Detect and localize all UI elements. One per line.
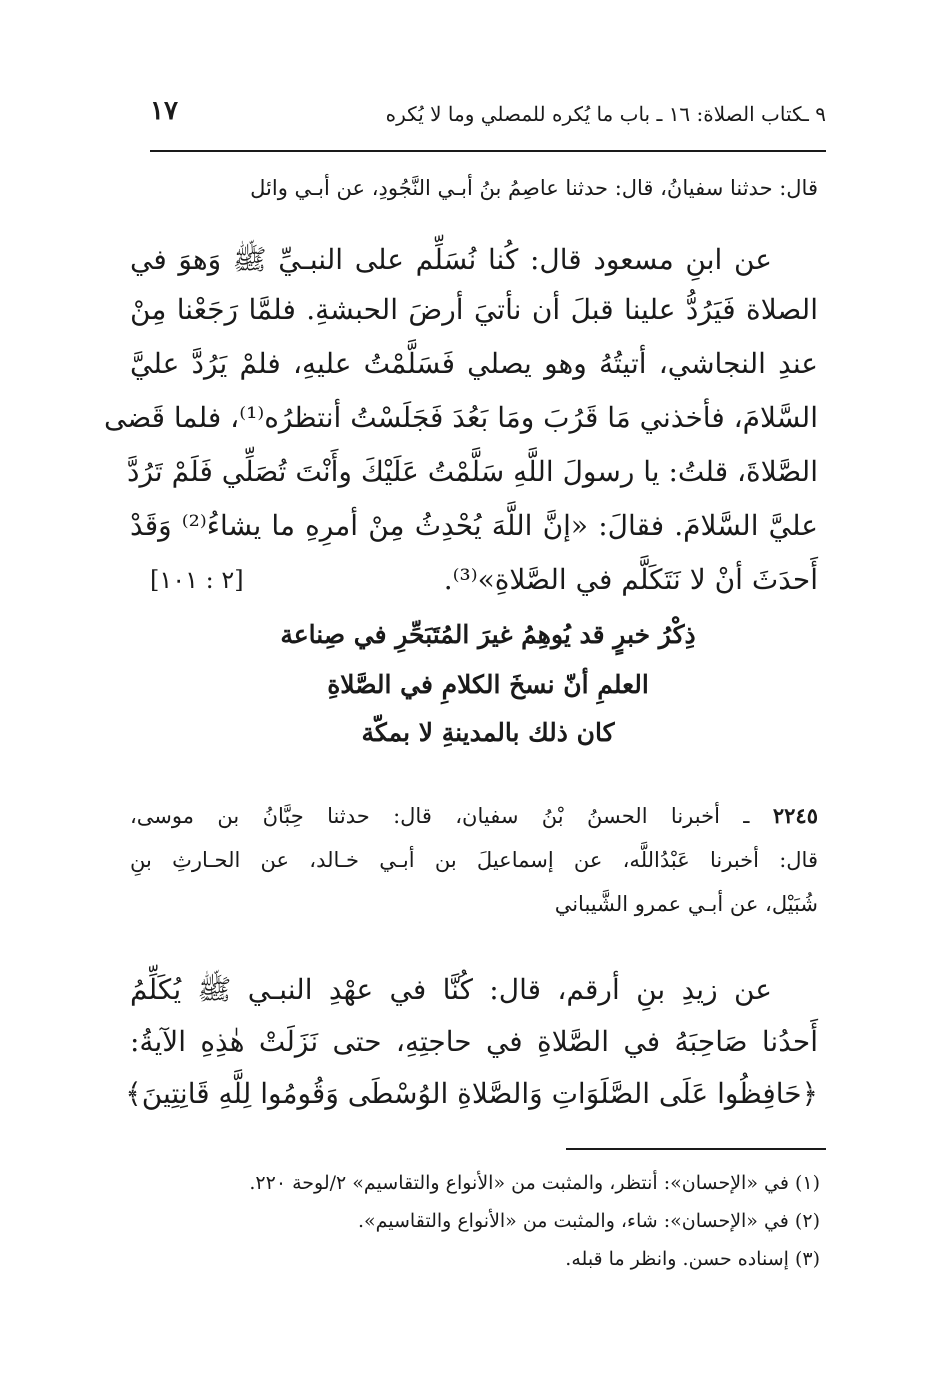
matn-line: أَحدُنا صَاحِبَهُ في الصَّلاةِ في حاجتِهِ، حتى نَزَلَتْ هٰذِهِ الآيةُ:	[130, 1025, 818, 1058]
footnote: (١) في «الإحسان»: أنتظر، والمثبت من «الأنواع والتقاسيم» ٢/لوحة ٢٢٠.	[249, 1172, 820, 1194]
isnad-line	[130, 800, 818, 832]
footnote: (٢) في «الإحسان»: شاء، والمثبت من «الأنواع والتقاسيم».	[357, 1210, 820, 1232]
matn-line: عن زيدِ بنِ أرقم، قال: كُنَّا في عهْدِ النبـي ﷺ يُكَلِّمُ	[130, 973, 772, 1006]
isnad-line: شُبَيْل، عن أبـي عمرو الشَّيباني	[554, 892, 818, 916]
running-title: ٩ ـكتاب الصلاة: ١٦ ـ باب ما يُكره للمصلي وما لا يُكره	[385, 102, 826, 126]
matn-line: عليَّ السَّلامَ. فقالَ: «إنَّ اللَّهَ يُحْدِثُ مِنْ أمرِهِ ما يشاءُ⁽²⁾ وَقَدْ	[130, 509, 818, 542]
section-heading-line: ذِكْرُ خبرٍ قد يُوهِمُ غيرَ المُتَبَحِّرِ في صِناعة	[280, 620, 696, 649]
matn-line: عن ابنِ مسعود قال: كُنا نُسَلِّم على النبـيِّ ﷺ وَهوَ في	[130, 243, 772, 276]
matn-line: الصلاة فَيَرُدُّ علينا قبلَ أن نأتيَ أرضَ الحبشةِ. فلمَّا رَجَعْنا مِنْ	[130, 293, 818, 326]
footnote: (٣) إسناده حسن. وانظر ما قبله.	[565, 1248, 820, 1270]
footnote-divider	[566, 1148, 826, 1150]
matn-line: السَّلامَ، فأخذني مَا قَرُبَ ومَا بَعُدَ فَجَلَسْتُ أنتظرُه⁽¹⁾، فلما قَضى	[103, 401, 818, 434]
page-number: ١٧	[150, 96, 178, 126]
quran-verse-line: ﴿حَافِظُوا عَلَى الصَّلَوَاتِ وَالصَّلاةِ الوُسْطَى وَقُومُوا لِلَّهِ قَانِتِينَ﴾	[125, 1077, 818, 1110]
matn-line: الصَّلاةَ، قلتُ: يا رسولَ اللَّهِ سَلَّمْتُ عَلَيْكَ وأَنْتَ تُصَلِّي فَلَمْ تَرُدَّ	[126, 455, 818, 488]
section-heading-line: العلمِ أنّ نسخَ الكلامِ في الصَّلاةِ	[327, 670, 649, 699]
matn-line: أَحدَثَ أنْ لا نَتَكَلَّم في الصَّلاةِ»⁽³⁾.	[443, 563, 818, 596]
isnad-text: ـ أخبرنا الحسنُ بْنُ سفيان، قال: حدثنا حِبَّانُ بن موسى،	[130, 804, 750, 828]
hadith-number: ٢٢٤٥	[772, 803, 818, 828]
section-heading-line: كان ذلك بالمدينةِ لا بمكّة	[361, 718, 615, 747]
cross-reference: [٢ : ١٠١]	[150, 566, 244, 594]
isnad-line: قال: أخبرنا عَبْدُاللَّه، عن إسماعيلَ بن أبـي خـالد، عن الحـارثِ بنِ	[130, 848, 818, 872]
header-divider	[150, 150, 826, 152]
isnad-line: قال: حدثنا سفيانُ، قال: حدثنا عاصِمُ بنُ أبـي النَّجُودِ، عن أبـي وائل	[250, 176, 818, 200]
matn-line: عندِ النجاشي، أتيتُهُ وهو يصلي فَسَلَّمْتُ عليهِ، فلمْ يَرُدَّ عليَّ	[130, 347, 818, 380]
page-header	[150, 96, 826, 132]
